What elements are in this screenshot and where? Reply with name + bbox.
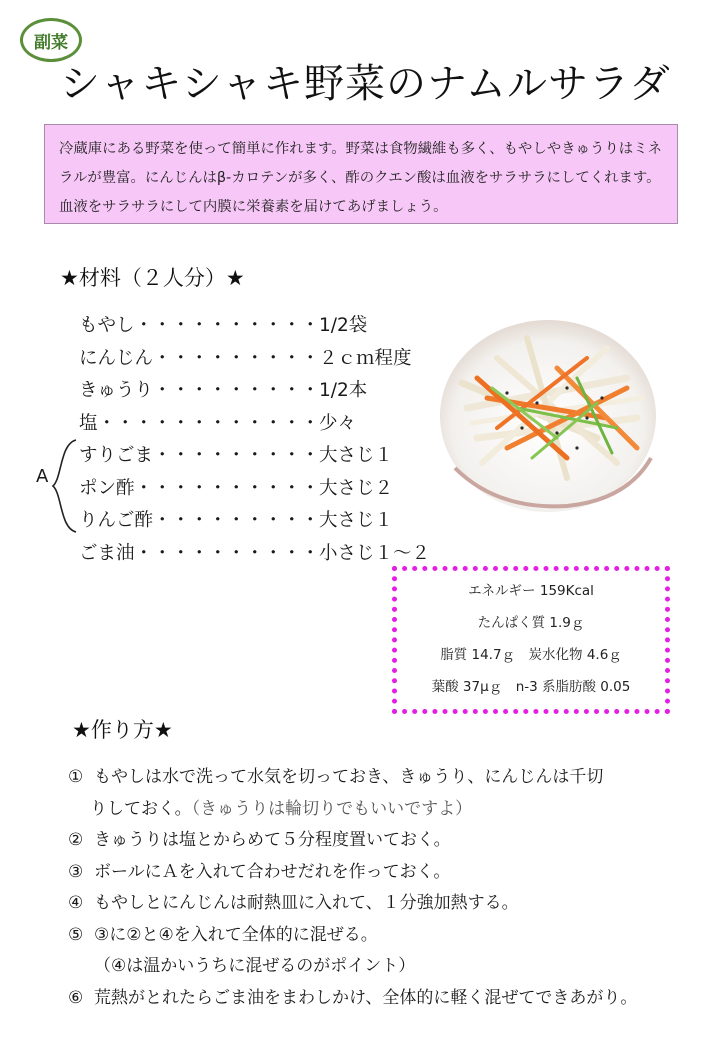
method-heading: ★作り方★ bbox=[72, 718, 173, 742]
ingredient-name: ポン酢・・・・・・・・・・ bbox=[79, 477, 320, 499]
ingredient-name: もやし・・・・・・・・・・ bbox=[79, 315, 320, 336]
step-number: ② bbox=[68, 830, 84, 850]
ingredient-row bbox=[79, 375, 368, 408]
ingredient-amount: 大さじ１ bbox=[319, 445, 394, 466]
ingredients-heading: ★材料（２人分）★ bbox=[60, 266, 245, 290]
step-text: ③に②と④を入れて全体的に混ぜる。 bbox=[94, 924, 378, 945]
ingredient-row bbox=[79, 343, 412, 376]
step-item bbox=[68, 983, 708, 1015]
step-item bbox=[68, 762, 708, 825]
nutrition-folate-n3: 葉酸 37μｇ n-3 系脂肪酸 0.05 bbox=[431, 679, 631, 695]
step-cont-text: りしておく。 bbox=[90, 798, 192, 819]
step-text: きゅうりは塩とからめて５分程度置いておく。 bbox=[94, 830, 451, 850]
ingredient-amount: 1/2袋 bbox=[319, 315, 368, 336]
ingredient-row bbox=[79, 440, 394, 473]
ingredient-row bbox=[79, 473, 394, 506]
ingredient-amount: 少々 bbox=[319, 412, 357, 434]
step-text: もやしは水で洗って水気を切っておき、きゅうり、にんじんは千切 bbox=[94, 767, 604, 787]
nutrition-energy: エネルギー 159Kcal bbox=[468, 583, 594, 599]
ingredient-row bbox=[79, 408, 357, 441]
nutrition-box bbox=[392, 566, 670, 714]
step-item bbox=[68, 857, 708, 889]
ingredient-amount: 1/2本 bbox=[319, 380, 368, 401]
nutrition-fat-carb: 脂質 14.7ｇ 炭水化物 4.6ｇ bbox=[440, 647, 622, 663]
ingredient-name: すりごま・・・・・・・・・ bbox=[79, 445, 320, 466]
group-a-label: A bbox=[36, 466, 49, 487]
category-badge: 副菜 bbox=[20, 18, 82, 62]
ingredient-name: りんご酢・・・・・・・・・ bbox=[79, 510, 320, 531]
ingredient-amount: 小さじ１〜２ bbox=[319, 542, 431, 564]
ingredient-row bbox=[79, 505, 394, 538]
step-note: （きゅうりは輪切りでもいいですよ） bbox=[191, 798, 473, 819]
recipe-title: シャキシャキ野菜のナムルサラダ bbox=[60, 61, 671, 107]
steps-list bbox=[68, 762, 708, 1014]
intro-box: 冷蔵庫にある野菜を使って簡単に作れます。野菜は食物繊維も多く、もやしやきゅうりはミネラルが豊富。にんじんはβ-カロテンが多く、酢のクエン酸は血液をサラサラにしてくれます。血液をサラサラにして内膜に栄養素を届けてあげましょう。 bbox=[44, 124, 678, 224]
step-text: ボールにＡを入れて合わせだれを作っておく。 bbox=[94, 861, 451, 882]
step-text: 荒熱がとれたらごま油をまわしかけ、全体的に軽く混ぜてできあがり。 bbox=[94, 987, 638, 1008]
ingredient-amount: 大さじ１ bbox=[319, 510, 394, 531]
step-item bbox=[68, 920, 708, 983]
step-item bbox=[68, 825, 708, 857]
ingredients-list bbox=[79, 310, 431, 570]
ingredient-name: ごま油・・・・・・・・・・ bbox=[79, 542, 320, 564]
nutrition-protein: たんぱく質 1.9ｇ bbox=[477, 615, 585, 631]
step-number: ④ bbox=[68, 893, 84, 913]
ingredient-name: 塩・・・・・・・・・・・・ bbox=[79, 412, 320, 434]
step-continuation bbox=[68, 794, 708, 826]
salad-photo bbox=[437, 288, 659, 518]
step-number: ① bbox=[68, 767, 84, 787]
ingredient-row bbox=[79, 538, 431, 571]
step-continuation: （④は温かいうちに混ぜるのがポイント） bbox=[94, 956, 416, 976]
step-number: ⑤ bbox=[68, 924, 84, 945]
ingredient-name: きゅうり・・・・・・・・・ bbox=[79, 380, 320, 401]
ingredient-amount: 大さじ２ bbox=[319, 477, 394, 499]
step-item bbox=[68, 888, 708, 920]
group-bracket bbox=[50, 438, 80, 534]
ingredient-name: にんじん・・・・・・・・・ bbox=[79, 347, 320, 369]
step-number: ⑥ bbox=[68, 987, 84, 1008]
step-text: もやしとにんじんは耐熱皿に入れて、１分強加熱する。 bbox=[94, 893, 519, 913]
step-number: ③ bbox=[68, 861, 84, 882]
ingredient-amount: ２ｃｍ程度 bbox=[319, 347, 412, 369]
ingredient-row bbox=[79, 310, 368, 343]
